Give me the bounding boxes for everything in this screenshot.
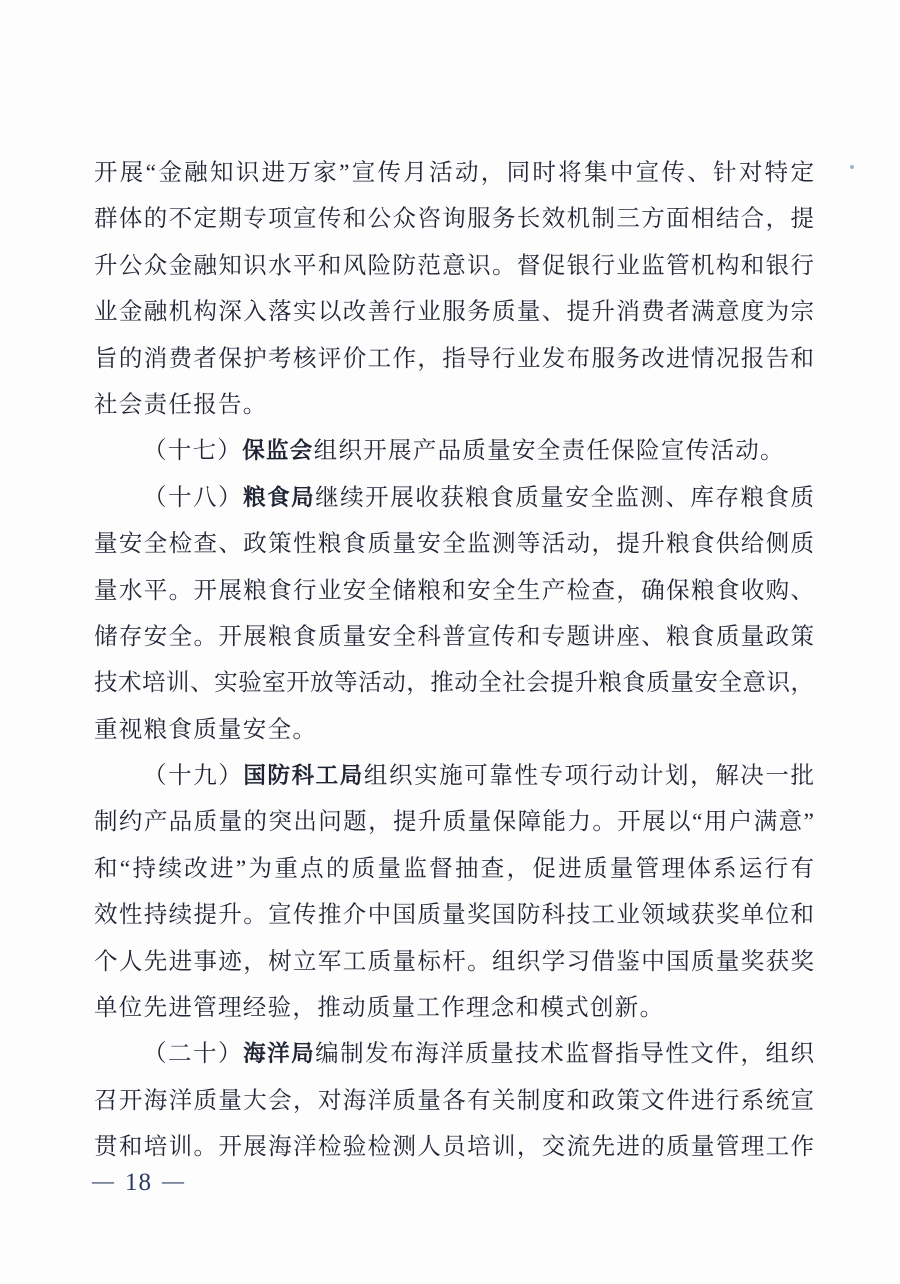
- page-footer: [92, 1168, 185, 1198]
- text-segment: 技术培训、实验室开放等活动，推动全社会提升粮食质量安全意识，: [94, 670, 814, 697]
- text-segment: 制约产品质量的突出问题，提升质量保障能力。开展以“用户满意”: [94, 809, 814, 836]
- text-line: [94, 892, 814, 938]
- text-line: [94, 707, 814, 753]
- text-segment: （二十）: [143, 1041, 244, 1068]
- footer-dash-right: —: [162, 1168, 185, 1193]
- text-line: [94, 1078, 814, 1124]
- text-line: [94, 150, 814, 196]
- text-segment: 量安全检查、政策性粮食质量安全监测等活动，提升粮食供给侧质: [94, 531, 814, 558]
- text-line: [94, 846, 814, 892]
- scan-speck: [850, 165, 854, 169]
- text-segment: 量水平。开展粮食行业安全储粮和安全生产检查，确保粮食收购、: [94, 577, 814, 604]
- text-segment: 继续开展收获粮食质量安全监测、库存粮食质: [315, 484, 814, 511]
- text-content: [94, 150, 814, 1171]
- text-line: [94, 289, 814, 335]
- text-line: [94, 1031, 814, 1077]
- agency-name: 海洋局: [243, 1041, 316, 1067]
- paragraph: [94, 1031, 814, 1170]
- text-segment: 和“持续改进”为重点的质量监督抽查，促进质量管理体系运行有: [94, 855, 814, 882]
- paragraph: [94, 428, 814, 474]
- text-line: [94, 336, 814, 382]
- text-line: [94, 753, 814, 799]
- text-segment: 组织实施可靠性专项行动计划，解决一批: [363, 763, 814, 790]
- footer-dash-left: —: [92, 1168, 115, 1193]
- paragraph: [94, 475, 814, 753]
- text-segment: 社会责任报告。: [94, 391, 268, 418]
- text-line: [94, 1124, 814, 1170]
- text-line: [94, 799, 814, 845]
- text-line: [94, 521, 814, 567]
- text-line: [94, 382, 814, 428]
- text-line: [94, 985, 814, 1031]
- text-line: [94, 568, 814, 614]
- text-line: [94, 243, 814, 289]
- text-line: [94, 196, 814, 242]
- text-line: [94, 428, 814, 474]
- text-segment: 效性持续提升。宣传推介中国质量奖国防科技工业领域获奖单位和: [94, 902, 814, 929]
- paragraph: [94, 150, 814, 428]
- text-segment: 群体的不定期专项宣传和公众咨询服务长效机制三方面相结合，提: [94, 206, 814, 233]
- text-segment: （十七）: [143, 438, 243, 465]
- text-line: [94, 939, 814, 985]
- text-segment: 业金融机构深入落实以改善行业服务质量、提升消费者满意度为宗: [94, 299, 814, 326]
- text-segment: 贯和培训。开展海洋检验检测人员培训，交流先进的质量管理工作: [94, 1134, 814, 1161]
- text-line: [94, 614, 814, 660]
- page-number: 18: [125, 1169, 152, 1196]
- text-segment: 召开海洋质量大会，对海洋质量各有关制度和政策文件进行系统宣: [94, 1087, 814, 1114]
- paragraph: [94, 753, 814, 1031]
- agency-name: 保监会: [242, 438, 314, 464]
- text-segment: 单位先进管理经验，推动质量工作理念和模式创新。: [94, 995, 665, 1022]
- agency-name: 粮食局: [243, 484, 316, 510]
- text-segment: （十八）: [143, 484, 244, 511]
- text-line: [94, 660, 814, 706]
- text-segment: 组织开展产品质量安全责任保险宣传活动。: [313, 438, 785, 465]
- text-segment: 开展“金融知识进万家”宣传月活动，同时将集中宣传、针对特定: [94, 160, 814, 186]
- text-segment: 重视粮食质量安全。: [94, 716, 318, 743]
- text-segment: 编制发布海洋质量技术监督指导性文件，组织: [315, 1041, 814, 1068]
- text-segment: （十九）: [143, 763, 244, 790]
- text-line: [94, 475, 814, 521]
- text-segment: 个人先进事迹，树立军工质量标杆。组织学习借鉴中国质量奖获奖: [94, 948, 814, 975]
- agency-name: 国防科工局: [243, 763, 364, 789]
- text-segment: 旨的消费者保护考核评价工作，指导行业发布服务改进情况报告和: [94, 345, 814, 372]
- text-segment: 升公众金融知识水平和风险防范意识。督促银行业监管机构和银行: [94, 252, 814, 279]
- text-segment: 储存安全。开展粮食质量安全科普宣传和专题讲座、粮食质量政策: [94, 623, 814, 650]
